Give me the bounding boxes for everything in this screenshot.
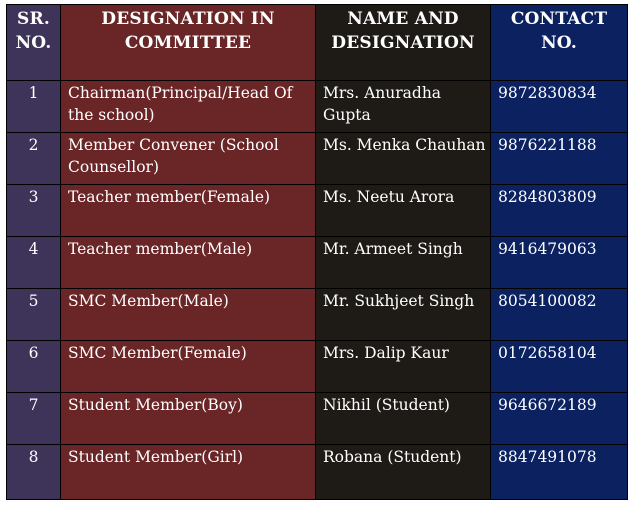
sr-cell: 7 — [7, 393, 61, 445]
contact-cell: 8054100082 — [491, 289, 628, 341]
sr-cell: 2 — [7, 133, 61, 185]
designation-cell: SMC Member(Female) — [61, 341, 316, 393]
table-row — [7, 289, 628, 341]
designation-cell: Chairman(Principal/Head Of the school) — [61, 81, 316, 133]
sr-cell: 1 — [7, 81, 61, 133]
committee-table — [6, 4, 628, 500]
sr-cell: 5 — [7, 289, 61, 341]
designation-cell: Member Convener (School Counsellor) — [61, 133, 316, 185]
header-contact — [491, 5, 628, 81]
contact-cell: 9876221188 — [491, 133, 628, 185]
contact-cell: 9872830834 — [491, 81, 628, 133]
header-sr-no — [7, 5, 61, 81]
header-name-label: NAME AND DESIGNATION — [331, 9, 475, 53]
header-contact-label: CONTACT NO. — [510, 9, 608, 53]
name-cell: Mr. Armeet Singh — [316, 237, 491, 289]
designation-cell: Teacher member(Female) — [61, 185, 316, 237]
header-sr-no-label: SR. NO. — [15, 9, 52, 53]
name-cell: Robana (Student) — [316, 445, 491, 500]
contact-cell: 8284803809 — [491, 185, 628, 237]
designation-cell: Student Member(Boy) — [61, 393, 316, 445]
designation-cell: SMC Member(Male) — [61, 289, 316, 341]
name-cell: Ms. Neetu Arora — [316, 185, 491, 237]
designation-cell: Teacher member(Male) — [61, 237, 316, 289]
header-designation-label: DESIGNATION IN COMMITTEE — [101, 9, 275, 53]
name-cell: Mr. Sukhjeet Singh — [316, 289, 491, 341]
table-row — [7, 341, 628, 393]
name-cell: Mrs. Anuradha Gupta — [316, 81, 491, 133]
sr-cell: 4 — [7, 237, 61, 289]
table-row — [7, 445, 628, 500]
contact-cell: 9646672189 — [491, 393, 628, 445]
table-header-row — [7, 5, 628, 81]
header-designation — [61, 5, 316, 81]
name-cell: Mrs. Dalip Kaur — [316, 341, 491, 393]
table-row — [7, 237, 628, 289]
contact-cell: 8847491078 — [491, 445, 628, 500]
table-row — [7, 185, 628, 237]
table-row — [7, 393, 628, 445]
name-cell: Ms. Menka Chauhan — [316, 133, 491, 185]
sr-cell: 3 — [7, 185, 61, 237]
header-name — [316, 5, 491, 81]
table-row — [7, 133, 628, 185]
contact-cell: 9416479063 — [491, 237, 628, 289]
contact-cell: 0172658104 — [491, 341, 628, 393]
table-row — [7, 81, 628, 133]
designation-cell: Student Member(Girl) — [61, 445, 316, 500]
name-cell: Nikhil (Student) — [316, 393, 491, 445]
sr-cell: 6 — [7, 341, 61, 393]
sr-cell: 8 — [7, 445, 61, 500]
